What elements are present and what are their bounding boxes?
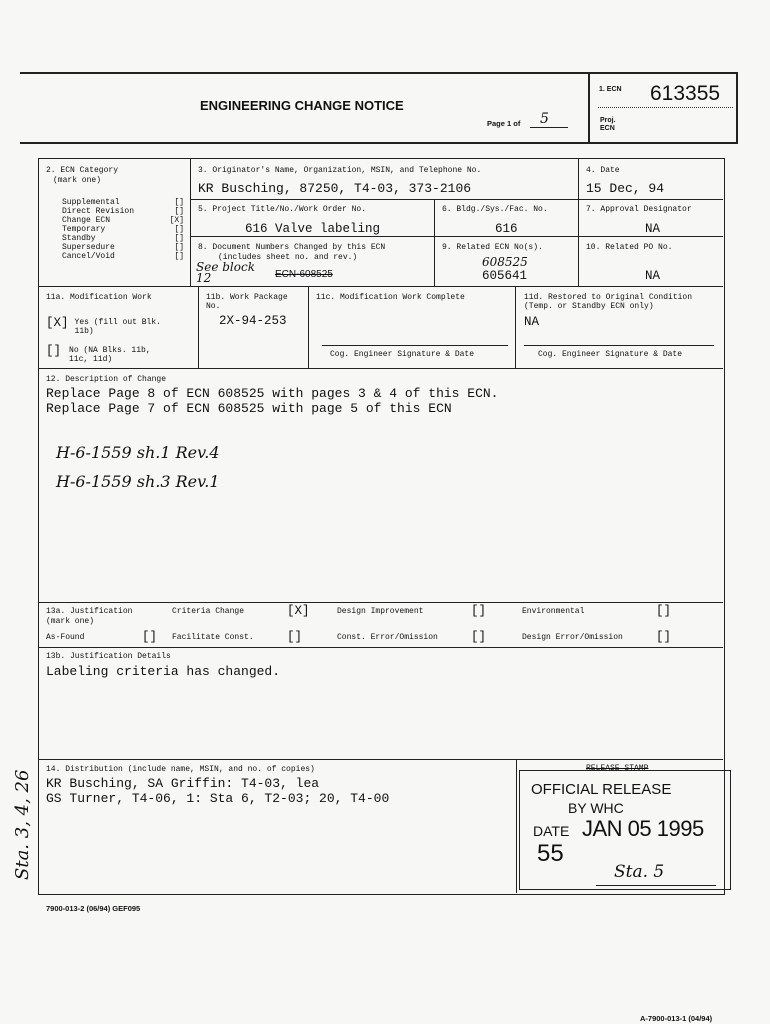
block8-struck-value: ECN-608525 — [275, 269, 333, 280]
ecn-category-list — [62, 198, 184, 261]
justification-design-improvement: Design Improvement — [337, 607, 424, 616]
block13a-sub: (mark one) — [46, 617, 95, 626]
block9-handwritten: 608525 — [482, 255, 528, 269]
ecn-label: 1. ECN — [599, 86, 622, 93]
block12-label: 12. Description of Change — [46, 375, 167, 384]
project-title-value: 616 Valve labeling — [245, 222, 381, 236]
modification-no: [] No (NA Blks. 11b, 11c, 11d) — [46, 344, 151, 364]
block5-label: 5. Project Title/No./Work Order No. — [198, 205, 367, 214]
block3-label: 3. Originator's Name, Organization, MSIN, and Telephone No. — [198, 166, 482, 175]
block14-label: 14. Distribution (include name, MSIN, and no. of copies) — [46, 765, 315, 774]
block11c-label: 11c. Modification Work Complete — [316, 293, 465, 302]
margin-handwritten-note: Sta. 3, 4, 26 — [12, 769, 33, 880]
restored-value: NA — [524, 315, 540, 329]
block6-label: 6. Bldg./Sys./Fac. No. — [442, 205, 548, 214]
ecn-number: 613355 — [650, 82, 721, 105]
work-package-value: 2X-94-253 — [219, 314, 287, 328]
bldg-value: 616 — [495, 222, 518, 236]
category-item: Temporary [] — [62, 225, 184, 234]
stamp-date: JAN 05 1995 — [582, 816, 704, 841]
form-number-left: 7900-013-2 (06/94) GEF095 — [46, 904, 141, 913]
stamp-station: Sta. 5 — [614, 862, 665, 882]
block8-handwritten: See block 12 — [196, 260, 255, 285]
block7-label: 7. Approval Designator — [586, 205, 692, 214]
block4-label: 4. Date — [586, 166, 620, 175]
category-item: Supplemental [] — [62, 198, 184, 207]
justification-const-error-mark: [] — [471, 630, 487, 644]
distribution-line-1: KR Busching, SA Griffin: T4-03, lea — [46, 776, 320, 791]
block11c-signature: Cog. Engineer Signature & Date — [330, 350, 475, 359]
release-stamp-title: RELEASE STAMP — [586, 764, 649, 773]
block9-label: 9. Related ECN No(s). — [442, 243, 543, 252]
category-item: Standby [] — [62, 234, 184, 243]
date-value: 15 Dec, 94 — [586, 181, 665, 196]
justification-environmental: Environmental — [522, 607, 585, 616]
justification-design-error: Design Error/Omission — [522, 633, 623, 642]
stamp-date-label: DATE — [533, 823, 570, 839]
justification-as-found: As-Found — [46, 633, 85, 642]
page-label: Page 1 of — [487, 119, 521, 128]
justification-design-improvement-mark: [] — [471, 604, 487, 618]
description-line-1: Replace Page 8 of ECN 608525 with pages 3 & 4 of this ECN. — [46, 386, 499, 401]
justification-facilitate-const: Facilitate Const. — [172, 633, 254, 642]
form-number-right: A-7900-013-1 (04/94) — [640, 1014, 713, 1023]
page-total: 5 — [540, 111, 549, 127]
justification-design-error-mark: [] — [656, 630, 672, 644]
description-line-2: Replace Page 7 of ECN 608525 with page 5 of this ECN — [46, 401, 452, 416]
block8-label: 8. Document Numbers Changed by this ECN — [198, 243, 386, 252]
block11d-label: 11d. Restored to Original Condition (Temp. or Standby ECN only) — [524, 293, 693, 311]
block8-sub: (includes sheet no. and rev.) — [218, 253, 358, 262]
po-value: NA — [645, 269, 661, 283]
category-item: Cancel/Void [] — [62, 252, 184, 261]
block11d-signature: Cog. Engineer Signature & Date — [538, 350, 683, 359]
category-item: Direct Revision [] — [62, 207, 184, 216]
stamp-by-whc: BY WHC — [568, 800, 624, 816]
distribution-line-2: GS Turner, T4-06, 1: Sta 6, T2-03; 20, T4-00 — [46, 791, 390, 806]
justification-const-error: Const. Error/Omission — [337, 633, 438, 642]
justification-facilitate-const-mark: [] — [287, 630, 303, 644]
block2-sub: (mark one) — [53, 176, 102, 185]
description-handwritten-1: H-6-1559 sh.1 Rev.4 — [56, 443, 220, 462]
related-ecn-value: 605641 — [482, 269, 528, 283]
stamp-official-release: OFFICIAL RELEASE — [531, 781, 672, 798]
block2-label: 2. ECN Category — [46, 166, 119, 175]
block13b-label: 13b. Justification Details — [46, 652, 171, 661]
block13a-label: 13a. Justification — [46, 607, 133, 616]
category-item: Change ECN [X] — [62, 216, 184, 225]
category-item: Supersedure [] — [62, 243, 184, 252]
block11b-label: 11b. Work Package No. — [206, 293, 288, 311]
justification-as-found-mark: [] — [142, 630, 158, 644]
form-title: ENGINEERING CHANGE NOTICE — [200, 98, 404, 113]
justification-environmental-mark: [] — [656, 604, 672, 618]
block10-label: 10. Related PO No. — [586, 243, 673, 252]
justification-details-value: Labeling criteria has changed. — [46, 664, 281, 679]
block11a-label: 11a. Modification Work — [46, 293, 152, 302]
justification-criteria-change: Criteria Change — [172, 607, 245, 616]
stamp-number: 55 — [537, 840, 564, 867]
originator-value: KR Busching, 87250, T4-03, 373-2106 — [198, 181, 472, 196]
approval-value: NA — [645, 222, 661, 236]
justification-criteria-mark: [X] — [287, 604, 310, 618]
description-handwritten-2: H-6-1559 sh.3 Rev.1 — [56, 472, 220, 491]
modification-yes: [X] Yes (fill out Blk. 11b) — [46, 316, 161, 336]
proj-ecn-label: Proj. ECN — [600, 117, 616, 132]
